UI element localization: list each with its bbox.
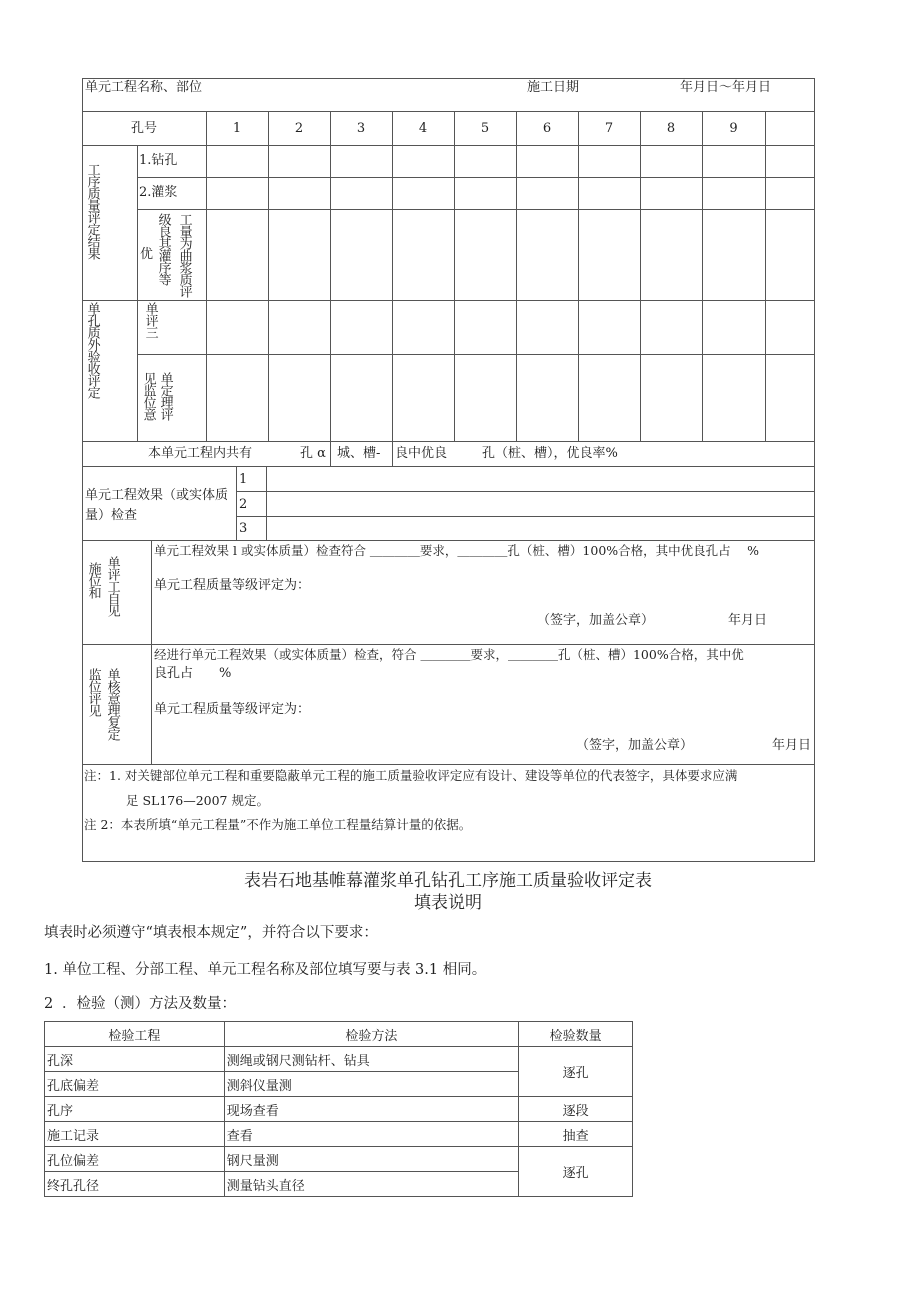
effect-row-2: 2 — [239, 497, 248, 512]
item-cell: 孔位偏差 — [45, 1147, 225, 1172]
instructions-intro: 填表时必须遵守“填表根本规定”，并符合以下要求： — [44, 925, 378, 941]
hole-number-label: 孔号 — [130, 121, 157, 136]
summary-trench: 城、槽- — [337, 446, 381, 461]
form-border-right — [814, 78, 815, 862]
instructions-item-2: ．检验（测）方法及数量： — [62, 996, 236, 1012]
construction-grade-text: 单元工程质量等级评定为： — [154, 578, 311, 593]
instructions-item-2-number: 2 — [44, 996, 54, 1012]
hole-number-7: 7 — [604, 121, 614, 136]
inspection-table — [44, 1021, 633, 1197]
supervision-check-text-cont: 良孔占 % — [154, 666, 232, 681]
construction-check-text: 单元工程效果 l 或实体质量）检查符合 ＿＿＿＿要求，＿＿＿＿孔（桩、槽）100%合格，其中优良孔占 % — [154, 543, 760, 558]
method-cell: 测量钻头直径 — [224, 1172, 518, 1197]
hole-number-3: 3 — [356, 121, 366, 136]
construction-left-b: 单评工自见 — [104, 556, 120, 616]
construction-left-a: 施位和 — [85, 562, 101, 598]
header-method: 检验方法 — [224, 1022, 518, 1047]
construction-date-label: 施工日期 — [527, 80, 580, 95]
table-row — [45, 1122, 633, 1147]
summary-rate: 孔（桩、槽），优良率% — [482, 446, 618, 461]
quantity-cell: 逐孔 — [519, 1047, 633, 1097]
excellent-prefix: 优 — [140, 247, 154, 262]
supervision-sign: （签字，加盖公章） — [576, 738, 694, 753]
method-cell: 钢尺量测 — [224, 1147, 518, 1172]
construction-sign: （签字，加盖公章） — [537, 613, 655, 628]
supervision-date: 年月日 — [772, 738, 812, 753]
quantity-cell: 逐孔 — [519, 1147, 633, 1197]
effect-row-3: 3 — [239, 521, 248, 536]
instructions-subtitle: 填表说明 — [414, 893, 482, 913]
form-border-left — [82, 78, 83, 862]
construction-date-value: 年月日～年月日 — [680, 80, 772, 95]
header-quantity: 检验数量 — [519, 1022, 633, 1047]
single-hole-group-label: 单孔质外验收评定 — [84, 302, 100, 398]
table-header-row — [45, 1022, 633, 1047]
row-drilling-label: 1.钻孔 — [139, 153, 178, 168]
excellent-col-a: 级良其灌序等 — [155, 213, 171, 285]
supervision-grade-text: 单元工程质量等级评定为： — [154, 702, 311, 717]
row-grouting-label: 2.灌浆 — [139, 185, 178, 200]
hole-number-9: 9 — [729, 121, 738, 136]
item-cell: 施工记录 — [45, 1122, 225, 1147]
table-row — [45, 1047, 633, 1072]
supervision-left-b: 单核意理复定 — [104, 668, 120, 740]
unit-name-label: 单元工程名称、部位 — [85, 80, 203, 95]
summary-holes-unit: 孔 α — [300, 446, 326, 461]
instructions-title: 表岩石地基帷幕灌浆单孔钻孔工序施工质量验收评定表 — [244, 871, 652, 891]
table-row — [45, 1097, 633, 1122]
header-item: 检验工程 — [45, 1022, 225, 1047]
form-border-top — [82, 78, 815, 79]
hole-number-4: 4 — [418, 121, 428, 136]
note-2: 注 2：本表所填“单元工程量”不作为施工单位工程量结算计量的依据。 — [84, 817, 472, 832]
effect-check-label: 单元工程效果（或实体质量）检查 — [85, 488, 229, 523]
quantity-cell: 逐段 — [519, 1097, 633, 1122]
summary-excellent: 良中优良 — [395, 446, 448, 461]
excellent-col-b: 工量为曲浆质评 — [176, 213, 192, 297]
hole-number-5: 5 — [480, 121, 490, 136]
note-1-cont: 足 SL176—2007 规定。 — [126, 793, 269, 808]
hole-number-1: 1 — [232, 121, 242, 136]
process-quality-group-label: 工序质量评定结果 — [84, 163, 100, 259]
quantity-cell: 抽查 — [519, 1122, 633, 1147]
instructions-item-1: 1. 单位工程、分部工程、单元工程名称及部位填写要与表 3.1 相同。 — [44, 962, 487, 978]
summary-total-holes: 本单元工程内共有 — [148, 446, 253, 461]
hole-number-8: 8 — [666, 121, 676, 136]
hole-number-6: 6 — [542, 121, 552, 136]
supervision-col-b: 单定理评 — [157, 372, 173, 420]
item-cell: 孔底偏差 — [45, 1072, 225, 1097]
note-1: 注：1. 对关键部位单元工程和重要隐蔽单元工程的施工质量验收评定应有设计、建设等单位的代表签字，具体要求应满 — [84, 768, 738, 783]
construction-date: 年月日 — [728, 613, 768, 628]
supervision-left-a: 监位评见 — [85, 668, 101, 716]
item-cell: 孔深 — [45, 1047, 225, 1072]
item-cell: 终孔孔径 — [45, 1172, 225, 1197]
form-border-bottom — [82, 861, 815, 862]
method-cell: 查看 — [224, 1122, 518, 1147]
hole-number-2: 2 — [294, 121, 304, 136]
method-cell: 测绳或钢尺测钻杆、钻具 — [224, 1047, 518, 1072]
supervision-col-a: 见监位意 — [140, 372, 156, 420]
method-cell: 现场查看 — [224, 1097, 518, 1122]
single-eval-col: 单评三 — [142, 302, 158, 338]
effect-row-1: 1 — [239, 472, 248, 487]
table-row — [45, 1147, 633, 1172]
supervision-check-text: 经进行单元工程效果（或实体质量）检查，符合 ＿＿＿＿要求，＿＿＿＿孔（桩、槽）100%合格，其中优 — [154, 647, 744, 662]
method-cell: 测斜仪量测 — [224, 1072, 518, 1097]
item-cell: 孔序 — [45, 1097, 225, 1122]
